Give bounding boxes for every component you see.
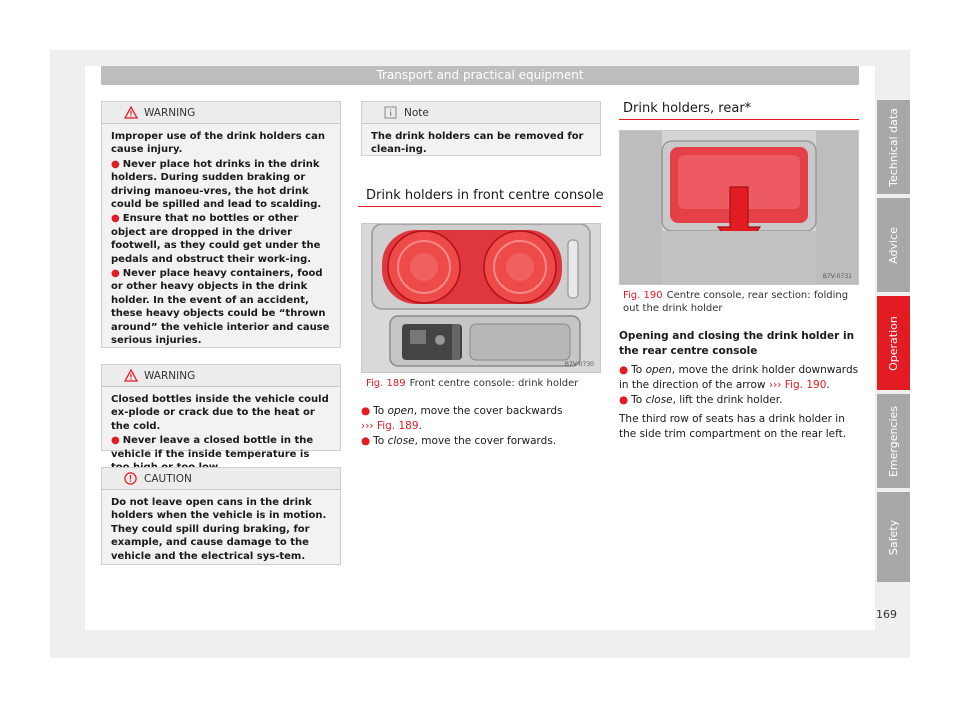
rear-subheading: Opening and closing the drink holder in the rear centre console xyxy=(619,330,855,357)
warning-item: ● Ensure that no bottles or other object are dropped in the driver footwell, as they could get under the pedals and obstruct their work-ing. xyxy=(111,213,321,265)
front-instructions xyxy=(361,404,601,449)
front-step-close: ● To close, move the cover forwards. xyxy=(361,435,557,447)
tab-operation[interactable]: Operation xyxy=(877,296,910,390)
figure-code: B7V-0731 xyxy=(822,273,852,280)
warning-triangle-icon xyxy=(124,369,138,382)
figure-190 xyxy=(619,130,859,285)
figure-code: B7V-0730 xyxy=(564,361,594,368)
caution-box xyxy=(101,467,341,565)
caution-text: Do not leave open cans in the drink holders when the vehicle is in motion. They could spill during braking, for example, and cause damage to the vehicle and the electrical sys-tem. xyxy=(111,497,327,562)
note-title: Note xyxy=(404,106,429,119)
rear-step-close: ● To close, lift the drink holder. xyxy=(619,394,783,406)
info-icon xyxy=(384,106,397,119)
section-title-rear: Drink holders, rear* xyxy=(623,101,752,116)
figure-189 xyxy=(361,223,601,373)
rear-console-illustration xyxy=(620,131,858,284)
warning-item: ● Never leave a closed bottle in the vehicle if the inside temperature is xyxy=(111,435,314,460)
warning-intro: Improper use of the drink holders can cause injury. xyxy=(111,131,325,156)
warning-header xyxy=(102,102,340,124)
tab-technical-data[interactable]: Technical data xyxy=(877,100,910,194)
rear-instructions xyxy=(619,363,859,442)
warning-header xyxy=(102,365,340,387)
tab-emergencies[interactable]: Emergencies xyxy=(877,394,910,488)
front-console-illustration xyxy=(362,224,600,372)
title-rule xyxy=(619,119,859,120)
figure-reference-link[interactable]: ››› Fig. 189 xyxy=(361,420,419,432)
page-number: 169 xyxy=(876,608,897,621)
warning-intro: Closed bottles inside the vehicle could ex-plode or crack due to the heat or the cold. xyxy=(111,394,329,432)
section-title-front: Drink holders in front centre console xyxy=(366,188,604,203)
front-step-open: ● To open, move the cover backwards ››› Fig. 189. xyxy=(361,405,563,432)
figure-reference-link[interactable]: ››› Fig. 190 xyxy=(768,379,827,391)
caution-header xyxy=(102,468,340,490)
page-header: Transport and practical equipment xyxy=(101,66,859,85)
warning-item: ● Never place heavy containers, food or other heavy objects in the drink holder. In the event of an accident, these heavy objects could be “thrown around” the vehicle interior and cause serious injuries. xyxy=(111,268,330,347)
note-text: The drink holders can be removed for clean-ing. xyxy=(371,131,584,156)
warning-item: ● Never place hot drinks in the drink holders. During sudden braking or driving manoeu-vres, the hot drink could be spilled and lead to scalding. xyxy=(111,158,322,211)
rear-step-open: ● To open, move the drink holder downwards in the direction of the arrow ››› Fig. 190. xyxy=(619,364,859,391)
title-rule xyxy=(358,206,601,207)
rear-paragraph: The third row of seats has a drink holder in the side trim compartment on the rear left. xyxy=(619,413,847,440)
note-header xyxy=(362,102,600,124)
tab-advice[interactable]: Advice xyxy=(877,198,910,292)
caution-circle-icon xyxy=(124,472,137,485)
warning-box-1 xyxy=(101,101,341,348)
warning-title: WARNING xyxy=(144,369,196,382)
figure-caption-190: Fig. 190 Centre console, rear section: folding out the drink holder xyxy=(623,290,849,314)
note-box xyxy=(361,101,601,156)
caution-title: CAUTION xyxy=(144,472,192,485)
warning-box-2 xyxy=(101,364,341,460)
warning-triangle-icon xyxy=(124,106,138,119)
tab-safety[interactable]: Safety xyxy=(877,492,910,582)
figure-caption-189: Fig. 189 Front centre console: drink holder xyxy=(366,378,579,389)
warning-title: WARNING xyxy=(144,106,196,119)
